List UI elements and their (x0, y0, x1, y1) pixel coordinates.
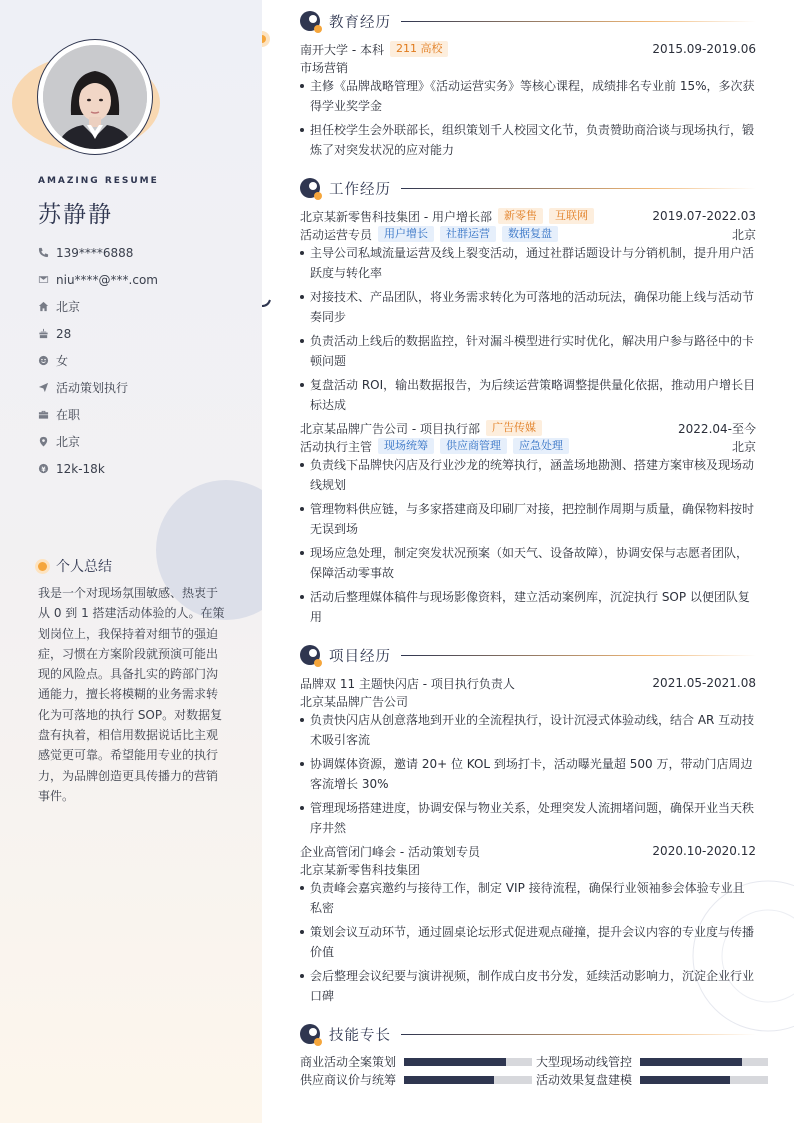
school-tag: 211 高校 (390, 41, 449, 57)
project-org-row (300, 692, 756, 710)
company-tag: 新零售 (498, 208, 543, 224)
sidebar (0, 0, 262, 1123)
project-period: 2021.05-2021.08 (652, 676, 756, 690)
project-period: 2020.10-2020.12 (652, 844, 756, 858)
target-city: 北京 (56, 435, 81, 449)
projects-title: 项目经历 (329, 648, 391, 665)
skill-level-fill (640, 1076, 730, 1084)
gender-icon (38, 355, 49, 366)
hometown: 北京 (56, 300, 81, 314)
skill-level-bar (640, 1076, 768, 1084)
job-status: 在职 (56, 408, 81, 422)
info-hometown (38, 293, 158, 320)
avatar-frame (37, 39, 153, 155)
project-header-row (300, 842, 756, 860)
skill-level-fill (640, 1058, 742, 1066)
contact-info-list (38, 239, 158, 482)
section-divider (401, 655, 756, 656)
job-bullet: 对接技术、产品团队，将业务需求转化为可落地的活动玩法，确保功能上线与活动节奏同步 (300, 287, 756, 327)
section-icon (300, 11, 320, 31)
project-bullet: 负责峰会嘉宾邀约与接待工作，制定 VIP 接待流程，确保行业领袖参会体验专业且私密 (300, 878, 756, 918)
project-header-row (300, 674, 756, 692)
info-salary (38, 455, 158, 482)
project-org-row (300, 860, 756, 878)
education-header-row (300, 40, 756, 58)
section-divider (401, 188, 756, 189)
education-major-row (300, 58, 756, 76)
section-icon (300, 178, 320, 198)
job-bullet: 负责活动上线后的数据监控，针对漏斗模型进行实时优化，解决用户参与路径中的卡顿问题 (300, 331, 756, 371)
info-phone (38, 239, 158, 266)
skill-level-fill (404, 1076, 494, 1084)
job-header-row (300, 419, 756, 437)
section-icon (300, 1024, 320, 1044)
section-icon (300, 645, 320, 665)
summary-text: 我是一个对现场氛围敏感、热衷于从 0 到 1 搭建活动体验的人。在策划岗位上，我保持着对细节的强迫症，习惯在方案阶段就预演可能出现的风险点。具备扎实的跨部门沟通能力，擅长将模糊的业务需求转化为可落地的执行 SOP。对数据复盘有执着，相信用数据说话比主观感觉更可靠。希望能用专业的执行力，为品牌创造更具传播力的营销事件。 (38, 586, 225, 803)
section-divider (401, 1034, 756, 1035)
info-age (38, 320, 158, 347)
job-bullet: 活动后整理媒体稿件与现场影像资料，建立活动案例库，沉淀执行 SOP 以便团队复用 (300, 587, 756, 627)
skill-level-bar (404, 1076, 532, 1084)
role-tag: 供应商管理 (440, 438, 507, 454)
job-bullets (300, 243, 756, 419)
phone-number: 139****6888 (56, 245, 134, 260)
home-icon (38, 301, 49, 312)
education-period: 2015.09-2019.06 (652, 42, 756, 56)
education-bullet: 担任校学生会外联部长，组织策划千人校园文化节，负责赞助商洽谈与现场执行，锻炼了对突发状况的应对能力 (300, 120, 756, 160)
job-period: 2022.04-至今 (678, 421, 756, 436)
skill-name: 活动效果复盘建模 (536, 1073, 633, 1087)
skills-section-header (300, 1023, 756, 1045)
work-section-header (300, 177, 756, 199)
role-tag: 数据复盘 (502, 226, 558, 242)
job-role-row (300, 437, 756, 455)
decorative-arc (262, 296, 272, 312)
project-bullets (300, 878, 756, 1010)
job-city: 北京 (731, 227, 756, 242)
decorative-half-dot (262, 31, 272, 47)
job-bullet: 管理物料供应链，与多家搭建商及印刷厂对接，把控制作周期与质量，确保物料按时无误到场 (300, 499, 756, 539)
job-role-row (300, 225, 756, 243)
skill-item (300, 1071, 532, 1088)
job-city: 北京 (731, 439, 756, 454)
job-bullet: 复盘活动 ROI，输出数据报告，为后续运营策略调整提供量化依据，推动用户增长目标达成 (300, 375, 756, 415)
skill-name: 供应商议价与统筹 (300, 1073, 397, 1087)
skills-title: 技能专长 (329, 1027, 391, 1044)
gender: 女 (56, 354, 69, 368)
job-bullet: 主导公司私域流量运营及线上裂变活动，通过社群话题设计与分销机制，提升用户活跃度与转化率 (300, 243, 756, 283)
company-name: 北京某新零售科技集团 - 用户增长部 (300, 209, 492, 224)
target-position: 活动策划执行 (56, 381, 129, 395)
age: 28 (56, 326, 72, 341)
send-icon (38, 382, 49, 393)
education-title: 教育经历 (329, 14, 391, 31)
project-bullet: 协调媒体资源，邀请 20+ 位 KOL 到场打卡，活动曝光量超 500 万，带动门店周边客流增长 30% (300, 754, 756, 794)
project-bullet: 管理现场搭建进度，协调安保与物业关系，处理突发人流拥堵问题，确保开业当天秩序井然 (300, 798, 756, 838)
email-address: niu****@***.com (56, 272, 158, 287)
skill-item (536, 1053, 768, 1070)
projects-section-header (300, 644, 756, 666)
info-gender (38, 347, 158, 374)
skill-name: 大型现场动线管控 (536, 1055, 633, 1069)
info-target-city (38, 428, 158, 455)
role-tag: 用户增长 (378, 226, 434, 242)
project-name: 企业高管闭门峰会 - 活动策划专员 (300, 844, 480, 859)
cake-icon (38, 328, 49, 339)
info-job-status (38, 401, 158, 428)
salary-icon (38, 463, 49, 474)
summary-heading (38, 556, 112, 576)
expected-salary: 12k-18k (56, 461, 105, 476)
skill-level-bar (640, 1058, 768, 1066)
role-tag: 社群运营 (440, 226, 496, 242)
briefcase-icon (38, 409, 49, 420)
skill-name: 商业活动全案策划 (300, 1055, 397, 1069)
job-role: 活动运营专员 (300, 227, 373, 242)
skill-level-bar (404, 1058, 532, 1066)
role-tag: 应急处理 (513, 438, 569, 454)
company-name: 北京某品牌广告公司 - 项目执行部 (300, 421, 480, 436)
project-bullet: 策划会议互动环节，通过圆桌论坛形式促进观点碰撞，提升会议内容的专业度与传播价值 (300, 922, 756, 962)
job-bullets (300, 455, 756, 631)
major: 市场营销 (300, 60, 349, 75)
job-bullet: 负责线下品牌快闪店及行业沙龙的统筹执行，涵盖场地勘测、搭建方案审核及现场动线规划 (300, 455, 756, 495)
mail-icon (38, 274, 49, 285)
job-bullet: 现场应急处理，制定突发状况预案（如天气、设备故障），协调安保与志愿者团队，保障活动零事故 (300, 543, 756, 583)
phone-icon (38, 247, 49, 258)
education-bullets (300, 76, 756, 164)
project-bullet: 会后整理会议纪要与演讲视频，制作成白皮书分发，延续活动影响力，沉淀企业行业口碑 (300, 966, 756, 1006)
skill-level-fill (404, 1058, 506, 1066)
project-org: 北京某品牌广告公司 (300, 694, 409, 709)
school-name: 南开大学 - 本科 (300, 42, 384, 57)
role-tag: 现场统筹 (378, 438, 434, 454)
section-divider (401, 21, 756, 22)
work-title: 工作经历 (329, 181, 391, 198)
location-icon (38, 436, 49, 447)
avatar (43, 45, 147, 149)
skill-item (300, 1053, 532, 1070)
resume-tagline: AMAZING RESUME (38, 176, 159, 186)
skill-item (536, 1071, 768, 1088)
candidate-name: 苏静静 (38, 202, 113, 228)
project-org: 北京某新零售科技集团 (300, 862, 421, 877)
education-bullet: 主修《品牌战略管理》《活动运营实务》等核心课程，成绩排名专业前 15%，多次获得学业奖学金 (300, 76, 756, 116)
job-header-row (300, 207, 756, 225)
company-tag: 广告传媒 (486, 420, 542, 436)
project-bullets (300, 710, 756, 842)
summary-title: 个人总结 (56, 559, 112, 575)
education-section-header (300, 10, 756, 32)
info-target-position (38, 374, 158, 401)
project-bullet: 负责快闪店从创意落地到开业的全流程执行，设计沉浸式体验动线，结合 AR 互动技术吸引客流 (300, 710, 756, 750)
job-role: 活动执行主管 (300, 439, 373, 454)
job-period: 2019.07-2022.03 (652, 209, 756, 223)
info-email (38, 266, 158, 293)
project-name: 品牌双 11 主题快闪店 - 项目执行负责人 (300, 676, 515, 691)
bullet-dot-icon (38, 562, 47, 571)
company-tag: 互联网 (549, 208, 594, 224)
